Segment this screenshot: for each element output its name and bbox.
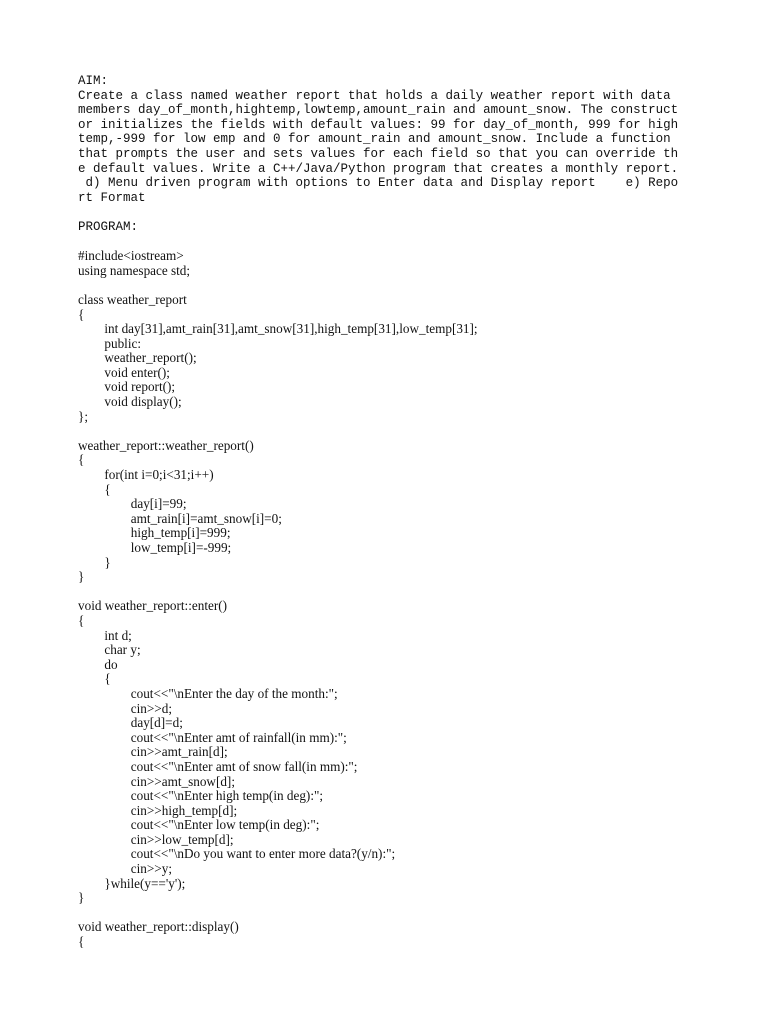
code-line: weather_report(); bbox=[78, 350, 197, 366]
code-line: high_temp[i]=999; bbox=[78, 525, 231, 541]
code-line: public: bbox=[78, 335, 142, 351]
aim-text-line: temp,-999 for low emp and 0 for amount_rain and amount_snow. Include a function bbox=[78, 132, 671, 147]
code-line bbox=[78, 278, 698, 293]
code-line: void report(); bbox=[78, 379, 176, 395]
code-line: { bbox=[78, 671, 111, 687]
aim-text-line: e default values. Write a C++/Java/Python program that creates a monthly report. bbox=[78, 161, 679, 176]
code-line: do bbox=[78, 656, 118, 672]
spacer bbox=[78, 205, 698, 220]
code-line: } bbox=[78, 554, 111, 570]
code-line: cin>>high_temp[d]; bbox=[78, 802, 238, 818]
code-line: void display(); bbox=[78, 394, 182, 410]
code-line: cin>>amt_snow[d]; bbox=[78, 773, 235, 789]
code-block bbox=[78, 249, 698, 950]
aim-text-line: d) Menu driven program with options to Enter data and Display report e) Repo bbox=[78, 176, 679, 191]
code-line: } bbox=[78, 890, 85, 906]
code-line: { bbox=[78, 481, 111, 497]
code-line: void weather_report::display() bbox=[78, 919, 239, 935]
code-line: { bbox=[78, 934, 85, 950]
code-line: cout<<"\nEnter amt of snow fall(in mm):"; bbox=[78, 758, 358, 774]
code-line: #include<iostream> bbox=[78, 248, 184, 264]
code-line: using namespace std; bbox=[78, 262, 191, 278]
aim-text-line: Create a class named weather report that holds a daily weather report with data bbox=[78, 88, 671, 103]
code-line: }while(y=='y'); bbox=[78, 875, 186, 891]
code-line: int d; bbox=[78, 627, 132, 643]
code-line: void enter(); bbox=[78, 364, 170, 380]
code-line: } bbox=[78, 569, 85, 585]
code-line bbox=[78, 585, 698, 600]
code-line: cout<<"\nEnter high temp(in deg):"; bbox=[78, 788, 324, 804]
code-line: low_temp[i]=-999; bbox=[78, 540, 232, 555]
code-line: cout<<"\nEnter low temp(in deg):"; bbox=[78, 817, 320, 833]
document-page bbox=[78, 74, 698, 950]
aim-text-line: or initializes the fields with default values: 99 for day_of_month, 999 for high bbox=[78, 117, 679, 132]
code-line: cin>>y; bbox=[78, 861, 172, 877]
program-heading: PROGRAM: bbox=[78, 219, 139, 234]
aim-heading: AIM: bbox=[78, 74, 109, 88]
code-line: { bbox=[78, 452, 85, 468]
code-line bbox=[78, 906, 698, 921]
code-line: for(int i=0;i<31;i++) bbox=[78, 467, 214, 483]
code-line: class weather_report bbox=[78, 291, 187, 307]
code-line: int day[31],amt_rain[31],amt_snow[31],high_temp[31],low_temp[31]; bbox=[78, 321, 478, 337]
code-line: cin>>d; bbox=[78, 700, 172, 716]
code-line: amt_rain[i]=amt_snow[i]=0; bbox=[78, 510, 282, 526]
code-line: void weather_report::enter() bbox=[78, 598, 228, 614]
aim-text-line: members day_of_month,hightemp,lowtemp,amount_rain and amount_snow. The construct bbox=[78, 103, 679, 118]
code-line: weather_report::weather_report() bbox=[78, 437, 254, 453]
code-line: { bbox=[78, 306, 85, 322]
aim-text bbox=[78, 89, 698, 206]
spacer bbox=[78, 235, 698, 250]
code-line: cout<<"\nEnter amt of rainfall(in mm):"; bbox=[78, 729, 347, 745]
code-line: { bbox=[78, 612, 85, 628]
code-line: cout<<"\nEnter the day of the month:"; bbox=[78, 685, 338, 701]
code-line: cout<<"\nDo you want to enter more data?(y/n):"; bbox=[78, 846, 396, 862]
code-line: day[i]=99; bbox=[78, 496, 187, 512]
program-section bbox=[78, 220, 698, 950]
aim-section bbox=[78, 74, 698, 205]
code-line: cin>>amt_rain[d]; bbox=[78, 744, 228, 760]
code-line: }; bbox=[78, 408, 88, 424]
aim-text-line: that prompts the user and sets values for each field so that you can override th bbox=[78, 146, 679, 161]
aim-text-line: rt Format bbox=[78, 190, 146, 205]
code-line: cin>>low_temp[d]; bbox=[78, 831, 234, 847]
code-line bbox=[78, 424, 698, 439]
code-line: day[d]=d; bbox=[78, 715, 183, 731]
code-line: char y; bbox=[78, 642, 141, 658]
